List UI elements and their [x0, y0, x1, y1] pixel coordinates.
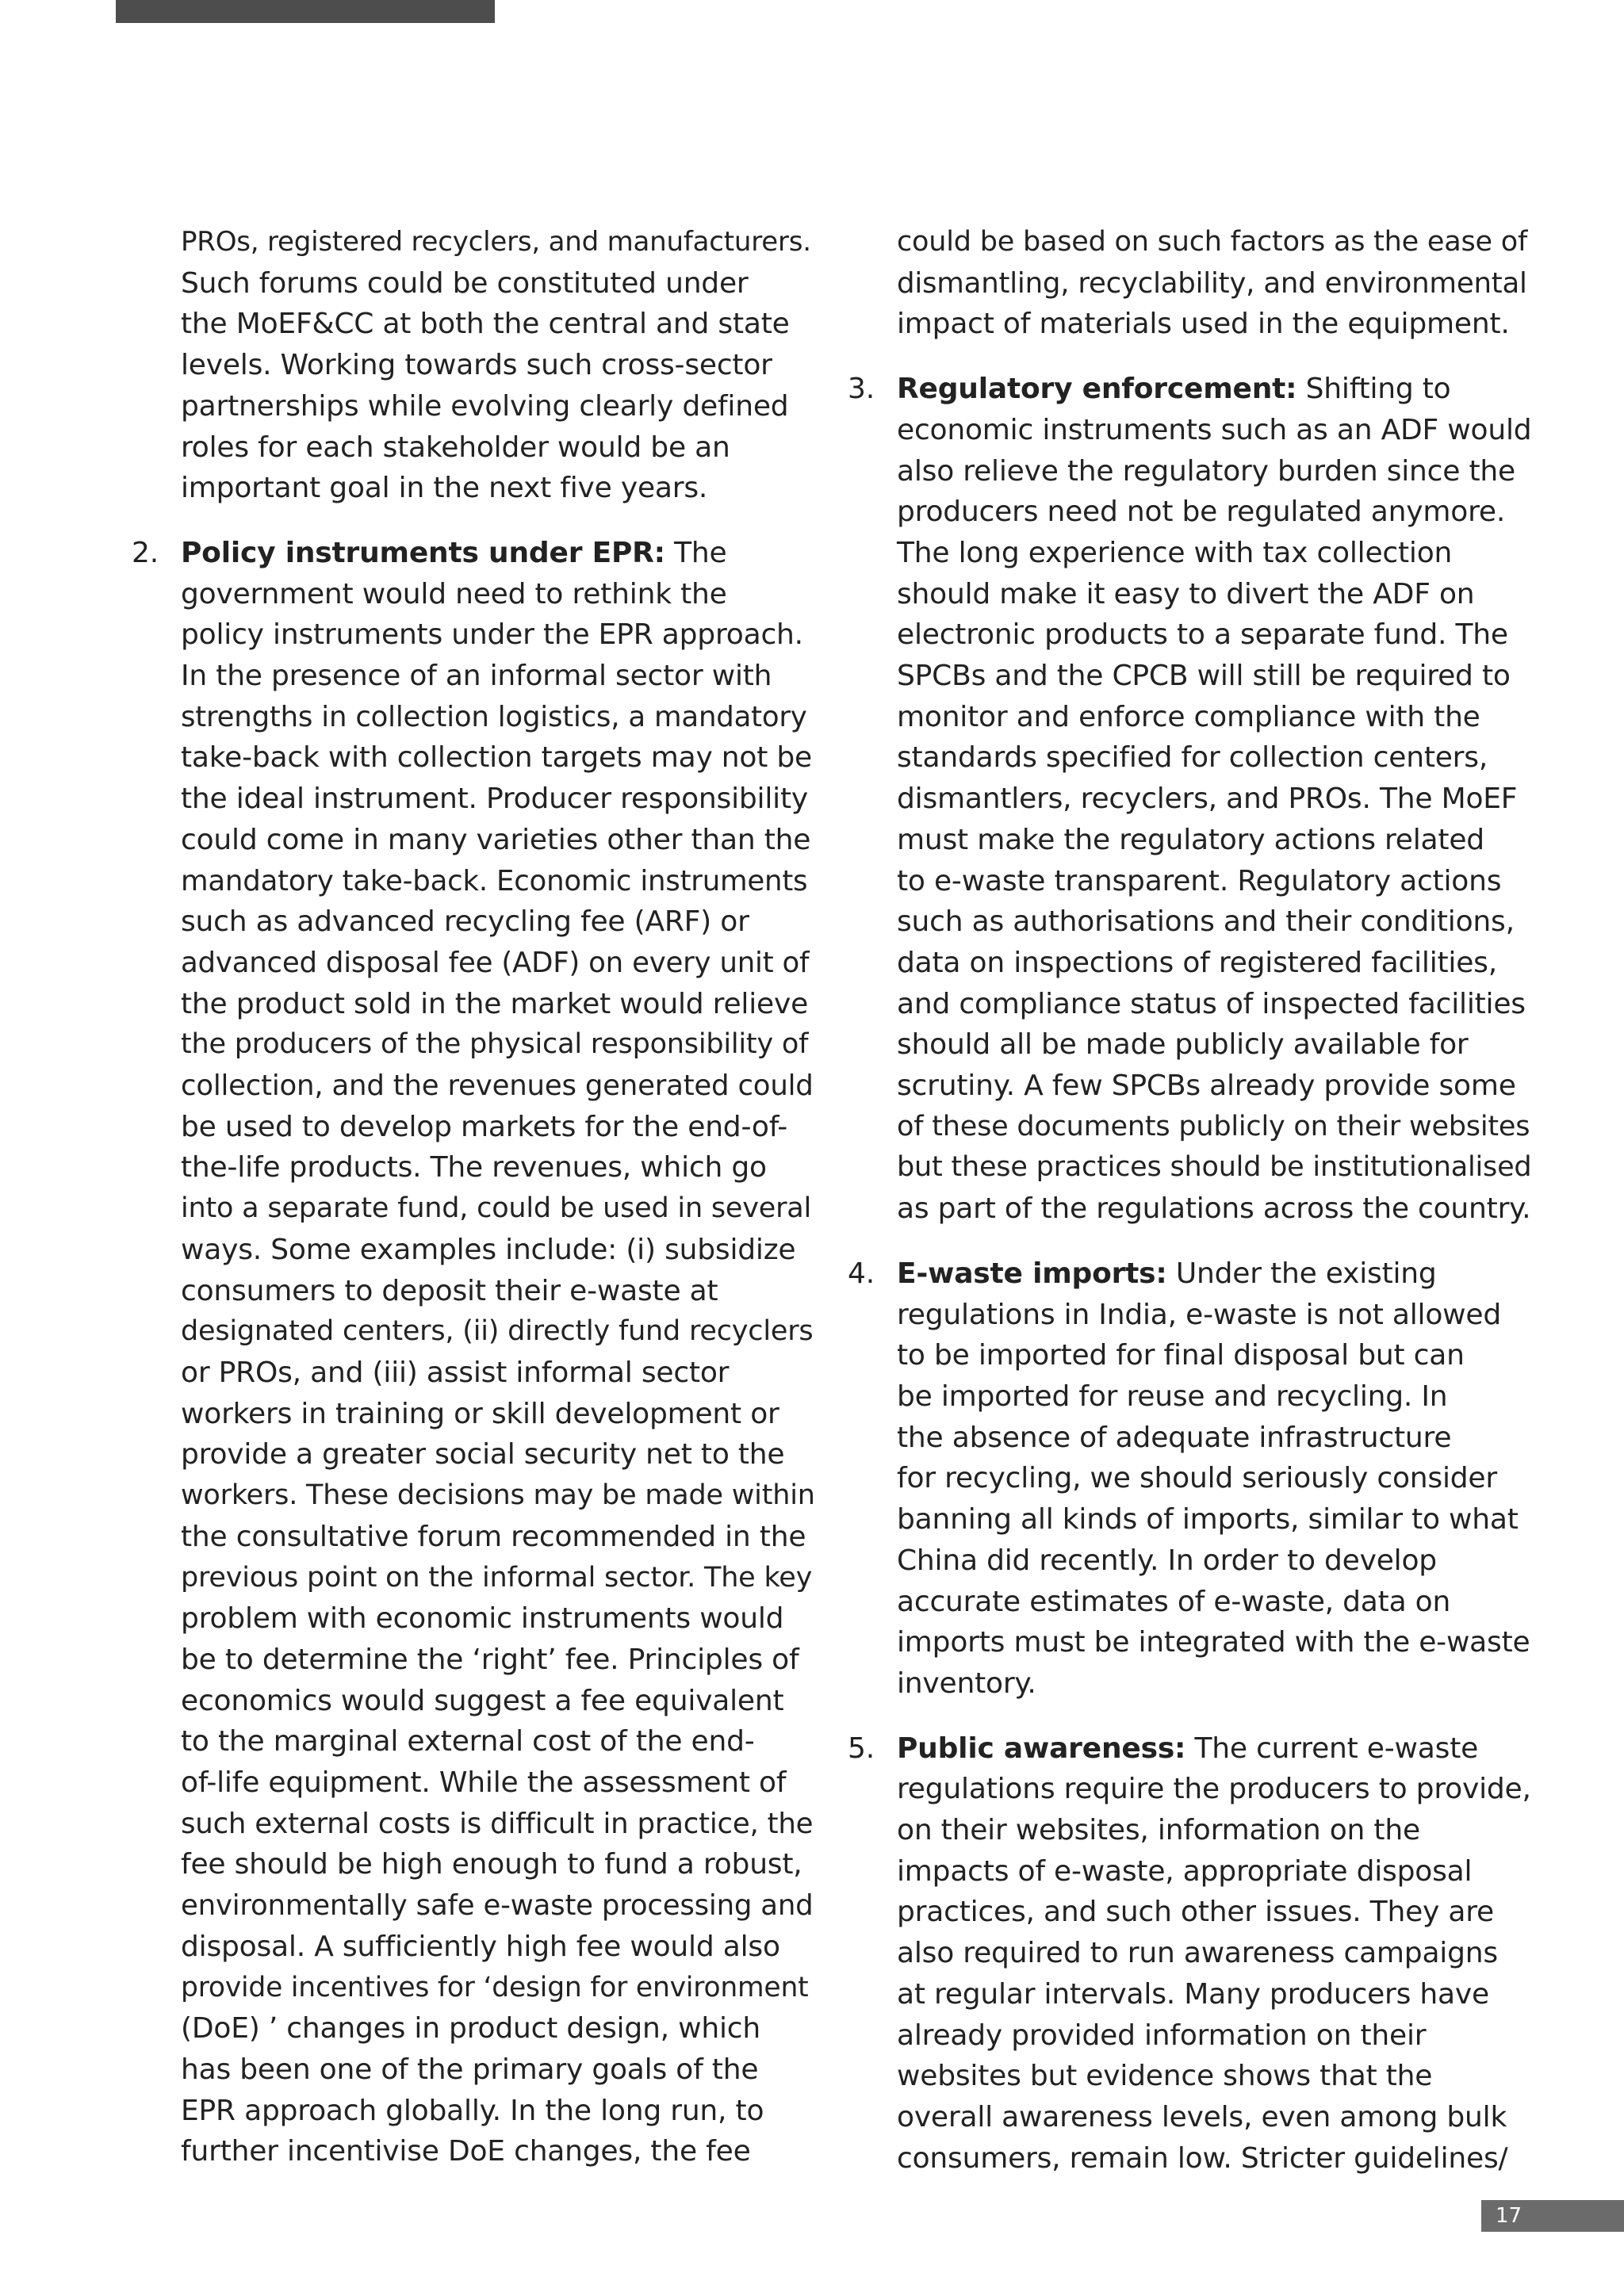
- text-line: also required to run awareness campaigns: [897, 1937, 1498, 1970]
- text-line: but these practices should be institutionalised: [897, 1151, 1532, 1184]
- text-line: regulations require the producers to provide,: [897, 1773, 1531, 1806]
- item-first-line: [897, 1728, 1531, 1770]
- text-line: problem with economic instruments would: [181, 1602, 784, 1636]
- text-line: previous point on the informal sector. The key: [181, 1561, 813, 1594]
- text-line: levels. Working towards such cross-sector: [181, 349, 772, 382]
- item-body: [181, 574, 815, 2172]
- item-first-line: [897, 1253, 1531, 1295]
- text-line: The long experience with tax collection: [897, 536, 1453, 569]
- text-line: advanced disposal fee (ADF) on every unit of: [181, 946, 810, 979]
- text-line: partnerships while evolving clearly defined: [181, 389, 789, 423]
- item-first-line-text: Under the existing: [1166, 1257, 1437, 1290]
- text-line: ways. Some examples include: (i) subsidize: [181, 1233, 796, 1266]
- text-line: consumers, remain low. Stricter guidelines/: [897, 2141, 1508, 2175]
- text-line: standards specified for collection centers,: [897, 741, 1488, 775]
- text-line: SPCBs and the CPCB will still be required to: [897, 660, 1511, 693]
- text-line: for recycling, we should seriously consider: [897, 1462, 1497, 1495]
- item-first-line-text: The current e-waste: [1185, 1732, 1479, 1765]
- text-line: to the marginal external cost of the end-: [181, 1725, 755, 1758]
- text-line: and compliance status of inspected facilities: [897, 987, 1526, 1020]
- item-first-line: [181, 533, 815, 574]
- text-line: China did recently. In order to develop: [897, 1544, 1437, 1577]
- text-line: or PROs, and (iii) assist informal sector: [181, 1356, 730, 1389]
- text-line: monitor and enforce compliance with the: [897, 700, 1480, 733]
- text-line: into a separate fund, could be used in several: [181, 1192, 812, 1225]
- item-body: [897, 1769, 1531, 2179]
- item-body: [897, 410, 1531, 1230]
- text-line: (DoE) ’ changes in product design, which: [181, 2012, 760, 2045]
- text-line: important goal in the next five years.: [181, 472, 708, 505]
- page-footer-bar: [1481, 2200, 1624, 2232]
- text-line: as part of the regulations across the country.: [897, 1192, 1531, 1226]
- text-line: In the presence of an informal sector with: [181, 660, 772, 693]
- text-line: dismantling, recyclability, and environmental: [897, 266, 1527, 300]
- header-bar: [116, 0, 495, 23]
- text-line: the product sold in the market would relieve: [181, 987, 809, 1020]
- text-line: be to determine the ‘right’ fee. Principles of: [181, 1643, 799, 1676]
- text-line: has been one of the primary goals of the: [181, 2053, 759, 2086]
- text-line: dismantlers, recyclers, and PROs. The MoEF: [897, 783, 1518, 816]
- text-line: mandatory take-back. Economic instruments: [181, 864, 808, 897]
- text-line: to e-waste transparent. Regulatory actions: [897, 864, 1502, 897]
- text-line: regulations in India, e-waste is not allowed: [897, 1298, 1501, 1331]
- text-line: strengths in collection logistics, a mandatory: [181, 700, 807, 733]
- text-line: environmentally safe e-waste processing and: [181, 1889, 814, 1923]
- text-line: banning all kinds of imports, similar to what: [897, 1503, 1519, 1536]
- text-line: overall awareness levels, even among bulk: [897, 2100, 1507, 2133]
- text-line: be imported for reuse and recycling. In: [897, 1380, 1448, 1413]
- text-line: websites but evidence shows that the: [897, 2060, 1433, 2093]
- text-line: of-life equipment. While the assessment of: [181, 1766, 787, 1800]
- text-line: disposal. A sufficiently high fee would also: [181, 1930, 780, 1963]
- list-number: 2.: [132, 536, 159, 569]
- text-line: data on inspections of registered facilities,: [897, 946, 1497, 979]
- text-line: impacts of e-waste, appropriate disposal: [897, 1854, 1473, 1888]
- text-line: to be imported for final disposal but can: [897, 1339, 1465, 1372]
- list-number: 5.: [848, 1732, 875, 1765]
- continuation-paragraph: [897, 222, 1531, 345]
- text-line: economic instruments such as an ADF would: [897, 413, 1532, 446]
- text-line: EPR approach globally. In the long run, to: [181, 2094, 764, 2127]
- text-line: on their websites, information on the: [897, 1814, 1420, 1847]
- text-line: collection, and the revenues generated could: [181, 1070, 814, 1103]
- text-line: fee should be high enough to fund a robust,: [181, 1848, 802, 1881]
- text-line: practices, and such other issues. They are: [897, 1896, 1494, 1929]
- text-line: provide incentives for ‘design for environment: [181, 1971, 809, 2003]
- text-line: provide a greater social security net to the: [181, 1438, 785, 1471]
- text-line: should make it easy to divert the ADF on: [897, 577, 1475, 610]
- text-line: electronic products to a separate fund. The: [897, 618, 1508, 652]
- text-line: the MoEF&CC at both the central and state: [181, 308, 790, 341]
- list-number: 3.: [848, 373, 875, 406]
- left-column: [132, 222, 815, 2172]
- text-line: PROs, registered recyclers, and manufacturers.: [181, 226, 811, 258]
- text-line: impact of materials used in the equipment.: [897, 308, 1510, 341]
- item-first-line-text: The: [665, 536, 727, 569]
- text-line: roles for each stakeholder would be an: [181, 430, 730, 464]
- text-line: could come in many varieties other than the: [181, 823, 811, 856]
- list-number: 4.: [848, 1257, 875, 1290]
- text-line: economics would suggest a fee equivalent: [181, 1684, 784, 1717]
- text-line: imports must be integrated with the e-waste: [897, 1626, 1530, 1659]
- text-line: workers in training or skill development or: [181, 1397, 779, 1430]
- right-column: [848, 222, 1532, 2179]
- item-heading: Policy instruments under EPR:: [181, 536, 665, 569]
- text-line: such as advanced recycling fee (ARF) or: [181, 905, 749, 939]
- text-line: consumers to deposit their e-waste at: [181, 1274, 718, 1307]
- text-line: of these documents publicly on their websites: [897, 1110, 1530, 1142]
- item-first-line-text: Shifting to: [1297, 373, 1451, 406]
- text-line: at regular intervals. Many producers have: [897, 1977, 1489, 2011]
- list-item-regulatory-enforcement: [848, 369, 1532, 1230]
- text-line: be used to develop markets for the end-of-: [181, 1110, 788, 1143]
- text-line: government would need to rethink the: [181, 577, 727, 610]
- text-line: designated centers, (ii) directly fund recyclers: [181, 1315, 814, 1348]
- intro-paragraph: [181, 222, 815, 509]
- item-first-line: [897, 369, 1531, 410]
- item-heading: Regulatory enforcement:: [897, 373, 1297, 406]
- text-line: already provided information on their: [897, 2019, 1427, 2052]
- text-line: the consultative forum recommended in the: [181, 1520, 806, 1553]
- list-item-policy-instruments: [132, 533, 815, 2172]
- item-heading: Public awareness:: [897, 1732, 1186, 1765]
- text-line: take-back with collection targets may not be: [181, 741, 812, 775]
- text-line: further incentivise DoE changes, the fee: [181, 2135, 751, 2168]
- item-heading: E-waste imports:: [897, 1257, 1167, 1290]
- text-line: such as authorisations and their conditions,: [897, 905, 1515, 939]
- text-line: inventory.: [897, 1667, 1036, 1700]
- text-line: the-life products. The revenues, which go: [181, 1151, 767, 1184]
- text-line: such external costs is difficult in practice, the: [181, 1807, 814, 1840]
- page-number: 17: [1496, 2204, 1522, 2228]
- text-line: also relieve the regulatory burden since the: [897, 454, 1515, 488]
- list-item-e-waste-imports: [848, 1253, 1531, 1705]
- text-line: accurate estimates of e-waste, data on: [897, 1585, 1451, 1618]
- list-item-public-awareness: [848, 1728, 1531, 2179]
- text-line: could be based on such factors as the ease of: [897, 226, 1528, 258]
- text-line: policy instruments under the EPR approach.: [181, 618, 803, 652]
- text-line: workers. These decisions may be made within: [181, 1479, 815, 1512]
- text-line: producers need not be regulated anymore.: [897, 496, 1506, 529]
- item-body: [897, 1295, 1531, 1705]
- text-line: Such forums could be constituted under: [181, 266, 749, 300]
- text-line: should all be made publicly available for: [897, 1028, 1469, 1062]
- text-line: must make the regulatory actions related: [897, 823, 1484, 856]
- text-line: the producers of the physical responsibility of: [181, 1028, 809, 1061]
- text-line: the absence of adequate infrastructure: [897, 1421, 1452, 1454]
- text-line: the ideal instrument. Producer responsibility: [181, 783, 808, 816]
- text-line: scrutiny. A few SPCBs already provide some: [897, 1070, 1516, 1103]
